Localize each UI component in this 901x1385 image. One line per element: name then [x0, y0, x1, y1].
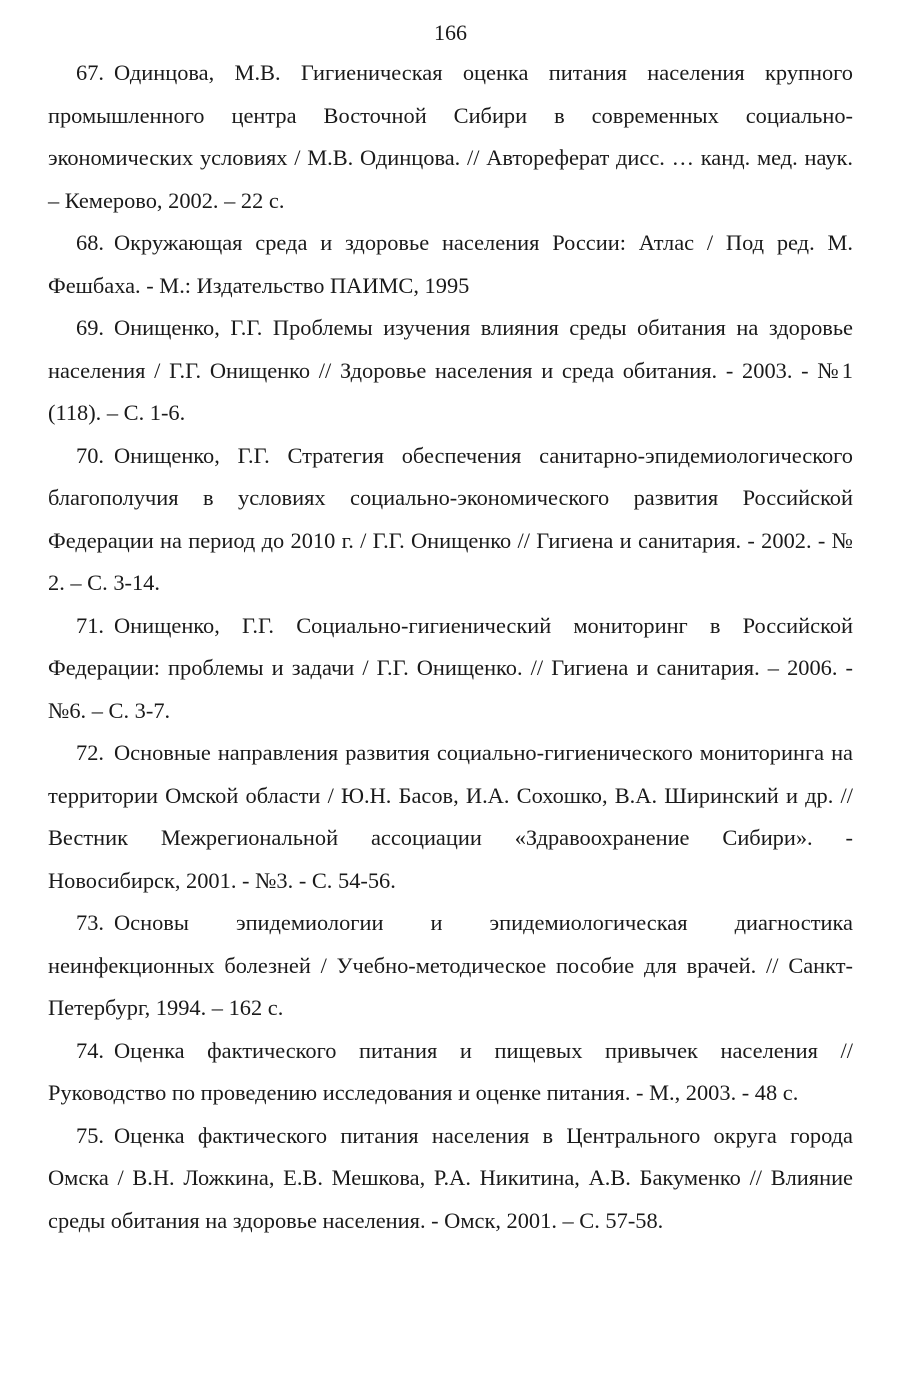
reference-text: Оценка фактического питания и пищевых привычек населения // Руководство по проведению исследования и оценке питания. - М., 2003. - 48 с.	[48, 1037, 853, 1105]
reference-text: Оценка фактического питания населения в Центрального округа города Омска / В.Н. Ложкина, Е.В. Мешкова, Р.А. Никитина, А.В. Бакуменко // Влияние среды обитания на здоровье населения. - Омск, 2001. – С. 57-58.	[48, 1122, 853, 1233]
reference-number: 70.	[76, 442, 104, 468]
reference-number: 75.	[76, 1122, 104, 1148]
reference-text: Основные направления развития социально-гигиенического мониторинга на территории Омской области / Ю.Н. Басов, И.А. Сохошко, В.А. Ширинский и др. // Вестник Межрегиональной ассоциации «Здравоохранение Сибири». - Новосибирск, 2001. - №3. - С. 54-56.	[48, 740, 853, 893]
reference-text: Основы эпидемиологии и эпидемиологическая диагностика неинфекционных болезней / Учебно-методическое пособие для врачей. // Санкт-Петербург, 1994. – 162 с.	[48, 910, 853, 1020]
reference-item-69	[48, 307, 853, 435]
reference-list	[48, 52, 853, 1242]
reference-text: Онищенко, Г.Г. Проблемы изучения влияния среды обитания на здоровье населения / Г.Г. Онищенко // Здоровье населения и среда обитания. - 2003. - №1 (118). – С. 1-6.	[48, 315, 853, 425]
reference-item-75	[48, 1115, 853, 1243]
reference-item-74	[48, 1030, 853, 1115]
reference-text: Окружающая среда и здоровье населения России: Атлас / Под ред. М. Фешбаха. - М.: Издательство ПАИМС, 1995	[48, 230, 853, 298]
reference-item-73	[48, 902, 853, 1030]
page-number: 166	[434, 20, 467, 45]
reference-number: 73.	[76, 910, 104, 935]
reference-number: 69.	[76, 315, 104, 340]
reference-item-67	[48, 52, 853, 222]
reference-number: 71.	[76, 612, 104, 638]
reference-item-68	[48, 222, 853, 307]
reference-item-70	[48, 435, 853, 605]
reference-number: 74.	[76, 1037, 104, 1063]
reference-item-71	[48, 605, 853, 733]
reference-number: 72.	[76, 740, 104, 765]
reference-number: 67.	[76, 60, 104, 85]
reference-text: Одинцова, М.В. Гигиеническая оценка питания населения крупного промышленного центра Восточной Сибири в современных социально-экономических условиях / М.В. Одинцова. // Автореферат дисс. … канд. мед. наук. – Кемерово, 2002. – 22 с.	[48, 60, 853, 213]
reference-number: 68.	[76, 230, 104, 255]
reference-text: Онищенко, Г.Г. Стратегия обеспечения санитарно-эпидемиологического благополучия в условиях социально-экономического развития Российской Федерации на период до 2010 г. / Г.Г. Онищенко // Гигиена и санитария. - 2002. - № 2. – С. 3-14.	[48, 442, 853, 595]
reference-item-72	[48, 732, 853, 902]
reference-text: Онищенко, Г.Г. Социально-гигиенический мониторинг в Российской Федерации: проблемы и задачи / Г.Г. Онищенко. // Гигиена и санитария. – 2006. - №6. – С. 3-7.	[48, 612, 853, 723]
